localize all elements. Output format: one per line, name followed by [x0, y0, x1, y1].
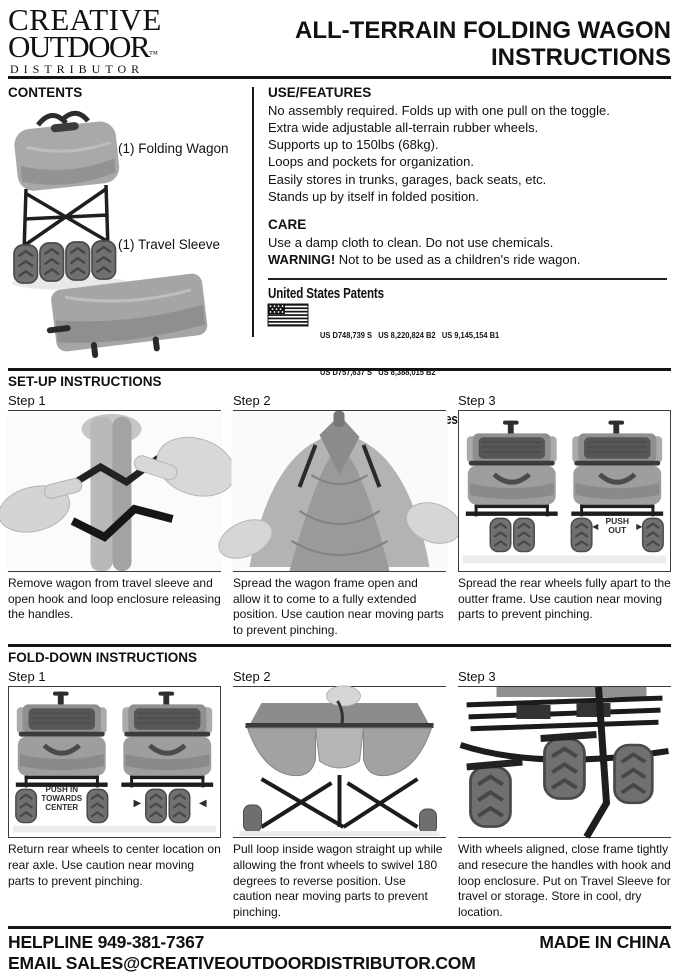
folddown-steps-grid [8, 668, 671, 926]
use-features-heading: USE/FEATURES [268, 85, 372, 101]
setup-heading: SET-UP INSTRUCTIONS [8, 374, 162, 390]
arrow-inward-left-icon: ▶ [133, 798, 142, 810]
contents-column [8, 79, 254, 368]
care-heading: CARE [268, 216, 307, 232]
brand-logo [8, 4, 162, 74]
step-label: Step 1 [8, 393, 46, 409]
logo-outdoor: OUTDOOR™ [8, 29, 158, 65]
folddown-step2-illustration [233, 686, 446, 838]
logo-distributor: DISTRIBUTOR [10, 61, 145, 76]
step-label: Step 2 [233, 393, 271, 409]
footer-row-2 [8, 953, 671, 974]
setup-steps-grid [8, 392, 671, 644]
step-caption: Return rear wheels to center location on rear axle. Use caution near moving parts to prevent pinching. [8, 842, 221, 888]
contents-illustration [8, 103, 246, 361]
contents-item-travel-sleeve: (1) Travel Sleeve [118, 237, 221, 253]
folddown-step1-illustration [8, 686, 221, 838]
trademark-symbol: ™ [149, 49, 158, 60]
push-in-annotation: PUSH IN TOWARDS CENTER [41, 785, 83, 813]
folddown-step-1 [8, 668, 221, 926]
feature-line: Extra wide adjustable all-terrain rubber wheels. [268, 120, 539, 136]
logo-creative: CREATIVE [8, 2, 162, 37]
step-caption: Pull loop inside wagon straight up while allowing the front wheels to swivel 180 degrees to reverse position. Use caution near moving parts to prevent pinching. [233, 842, 443, 919]
us-flag-icon [268, 304, 308, 326]
folddown-step3-illustration [458, 686, 671, 838]
us-patents-heading: United States Patents [268, 285, 384, 302]
setup-step-1 [8, 392, 221, 644]
rear-wheels-push-in-art [9, 687, 220, 837]
folddown-step-2 [233, 668, 446, 926]
footer [8, 926, 671, 974]
feature-line: Stands up by itself in folded position. [268, 188, 480, 204]
folddown-heading: FOLD-DOWN INSTRUCTIONS [8, 650, 197, 666]
feature-line: Loops and pockets for organization. [268, 154, 474, 170]
title-line1: ALL-TERRAIN FOLDING WAGON [295, 17, 671, 44]
page-title [295, 4, 671, 72]
feature-line: No assembly required. Folds up with one pull on the toggle. [268, 103, 610, 119]
setup-step-3 [458, 392, 671, 644]
step-label: Step 1 [8, 669, 46, 685]
push-out-annotation: ◀ PUSH OUT ▶ [592, 515, 643, 536]
us-patents-row [268, 304, 667, 403]
step-label: Step 2 [233, 669, 271, 685]
us-patent-numbers: US D748,739 S US 8,220,824 B2 US 9,145,154 B1 US D757,637 S US 8,388,015 B2 [320, 329, 500, 377]
setup-step-2 [233, 392, 446, 644]
contents-heading: CONTENTS [8, 85, 83, 101]
warning-label: WARNING! [268, 251, 336, 267]
care-line: Use a damp cloth to clean. Do not use chemicals. [268, 234, 554, 250]
rear-wheels-push-out-art [459, 411, 670, 571]
step-label: Step 3 [458, 669, 496, 685]
folddown-instructions-section [0, 647, 679, 926]
arrow-inward-right-icon: ◀ [198, 798, 207, 810]
aligned-wheels-frame-art [459, 687, 670, 837]
title-line2: INSTRUCTIONS [491, 43, 671, 71]
step-caption: Spread the wagon frame open and allow it to come to a fully extended position. Use caution near moving parts to prevent pinching. [233, 576, 444, 637]
spreading-frame-art [234, 411, 445, 571]
made-in: MADE IN CHINA [539, 932, 671, 953]
step-caption: With wheels aligned, close frame tightly and resecure the handles with hook and loop enclosure. Put on Travel Sleeve for travel or storage. Store in cool, dry location. [458, 842, 671, 919]
setup-step1-illustration [8, 410, 221, 572]
setup-step3-illustration [458, 410, 671, 572]
feature-line: Supports up to 150lbs (68kg). [268, 137, 439, 153]
hands-opening-strap-art [9, 411, 220, 571]
arrow-left-icon: ◀ [592, 521, 599, 531]
arrow-right-icon: ▶ [636, 521, 643, 531]
step-label: Step 3 [458, 393, 496, 409]
email: EMAIL SALES@CREATIVEOUTDOORDISTRIBUTOR.COM [8, 953, 476, 974]
pull-loop-art [234, 687, 445, 837]
helpline: HELPLINE 949-381-7367 [8, 932, 205, 953]
header [0, 0, 679, 76]
vertical-divider [252, 87, 254, 337]
patents-divider [268, 278, 667, 280]
folddown-step-3 [458, 668, 671, 926]
setup-step2-illustration [233, 410, 446, 572]
step-caption: Remove wagon from travel sleeve and open hook and loop enclosure releasing the handles. [8, 576, 221, 622]
setup-instructions-section [0, 371, 679, 644]
eu-design-heading: Design [436, 412, 475, 429]
contents-item-folding-wagon: (1) Folding Wagon [118, 141, 229, 157]
footer-row-1 [8, 932, 671, 953]
care-warning: WARNING! Not to be used as a children's ride wagon. [268, 251, 581, 267]
step-caption: Spread the rear wheels fully apart to the outter frame. Use caution near moving parts to prevent pinching. [458, 576, 671, 622]
feature-line: Easily stores in trunks, garages, back seats, etc. [268, 171, 547, 187]
